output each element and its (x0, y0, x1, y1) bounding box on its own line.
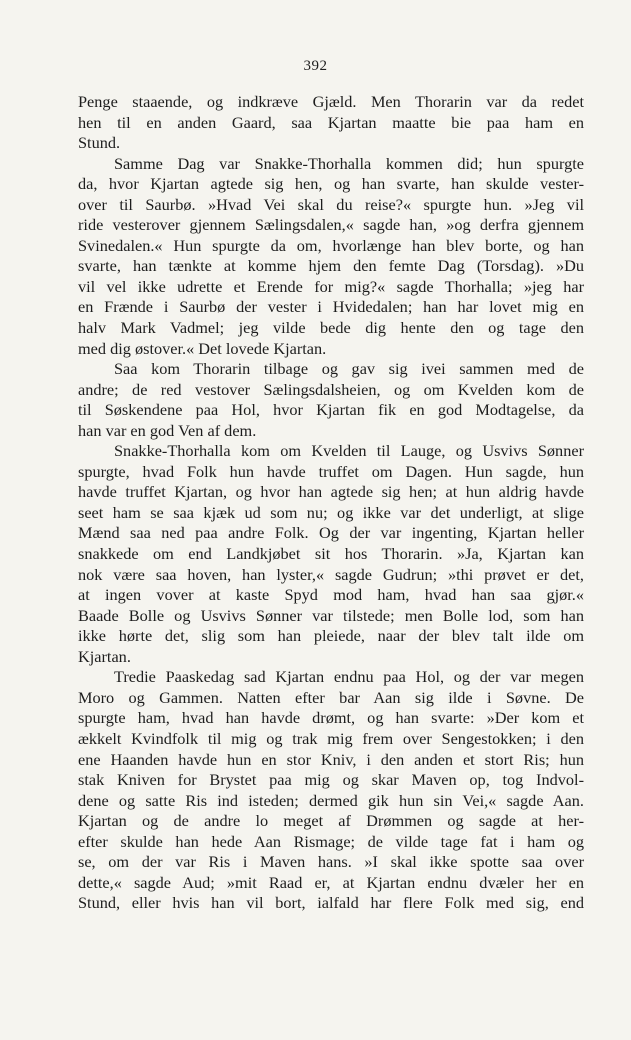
text-line: svarte, han tænkte at komme hjem den femte Dag (Torsdag). »Du (78, 256, 584, 276)
text-line: Moro og Gammen. Natten efter bar Aan sig ilde i Søvne. De (78, 687, 584, 707)
text-line: dette,« sagde Aud; »mit Raad er, at Kjartan endnu dvæler her en (78, 872, 584, 892)
text-line: seet ham se saa kjæk ud som nu; og ikke var det underligt, at slige (78, 502, 584, 522)
text-line: over til Saurbø. »Hvad Vei skal du reise?« spurgte hun. »Jeg vil (78, 194, 584, 214)
text-line: spurgte, hvad Folk hun havde truffet om Dagen. Hun sagde, hun (78, 461, 584, 481)
text-line: stak Kniven for Brystet paa mig og skar Maven op, tog Indvol- (78, 770, 584, 790)
text-line: til Søskendene paa Hol, hvor Kjartan fik en god Modtagelse, da (78, 400, 584, 420)
text-line: en Frænde i Saurbø der vester i Hvidedalen; han har lovet mig en (78, 297, 584, 317)
text-line: at ingen vover at kaste Spyd mod ham, hvad han saa gjør.« (78, 585, 584, 605)
text-line: Baade Bolle og Usvivs Sønner var tilstede; men Bolle lod, som han (78, 605, 584, 625)
text-line: Penge staaende, og indkræve Gjæld. Men Thorarin var da redet (78, 92, 584, 111)
text-line: Mænd saa ned paa andre Folk. Og der var ingenting, Kjartan heller (78, 523, 584, 543)
text-line: dene og satte Ris ind isteden; dermed gik hun sin Vei,« sagde Aan. (78, 790, 584, 810)
text-line: se, om der var Ris i Maven hans. »I skal ikke spotte saa over (78, 852, 584, 872)
body-text (78, 92, 584, 914)
text-line: halv Mark Vadmel; jeg vilde bede dig hente den og tage den (78, 318, 584, 338)
text-line: Samme Dag var Snakke-Thorhalla kommen did; hun spurgte (114, 153, 584, 173)
text-line: Kjartan. (78, 646, 131, 666)
text-line: vil vel ikke udrette et Erende for mig?« sagde Thorhalla; »jeg har (78, 276, 584, 296)
text-line: Saa kom Thorarin tilbage og gav sig ivei sammen med de (114, 359, 584, 379)
text-line: ækkelt Kvindfolk til mig og trak mig frem over Sengestokken; i den (78, 728, 584, 748)
text-line: Svinedalen.« Hun spurgte da om, hvorlænge han blev borte, og han (78, 235, 584, 255)
text-line: ride vesterover gjennem Sælingsdalen,« sagde han, »og derfra gjennem (78, 215, 584, 235)
page-number: 392 (303, 58, 328, 74)
text-line: Snakke-Thorhalla kom om Kvelden til Lauge, og Usvivs Sønner (114, 441, 584, 461)
text-line: han var en god Ven af dem. (78, 420, 257, 440)
text-line: ene Haanden havde hun en stor Kniv, i den anden et stort Ris; hun (78, 749, 584, 769)
text-line: med dig østover.« Det lovede Kjartan. (78, 338, 327, 358)
text-line: da, hvor Kjartan agtede sig hen, og han svarte, han skulde vester- (78, 174, 584, 194)
text-line: Kjartan og de andre lo meget af Drømmen og sagde at her- (78, 811, 584, 831)
text-line: efter skulde han hede Aan Rismage; de vilde tage fat i ham og (78, 831, 584, 851)
text-line: andre; de red vestover Sælingsdalsheien, og om Kvelden kom de (78, 379, 584, 399)
text-line: nok være saa hoven, han lyster,« sagde Gudrun; »thi prøvet er det, (78, 564, 584, 584)
text-line: Stund. (78, 133, 121, 153)
text-line: Stund, eller hvis han vil bort, ialfald har flere Folk med sig, end (78, 893, 584, 913)
text-line: Tredie Paaskedag sad Kjartan endnu paa Hol, og der var megen (114, 667, 584, 687)
text-line: ikke hørte det, slig som han pleiede, naar der blev talt ilde om (78, 626, 584, 646)
text-line: hen til en anden Gaard, saa Kjartan maatte bie paa ham en (78, 112, 584, 132)
text-line: havde truffet Kjartan, og hvor han agtede sig hen; at hun aldrig havde (78, 482, 584, 502)
text-line: snakkede om end Landkjøbet sit hos Thorarin. »Ja, Kjartan kan (78, 544, 584, 564)
text-line: spurgte ham, hvad han havde drømt, og han svarte: »Der kom et (78, 708, 584, 728)
